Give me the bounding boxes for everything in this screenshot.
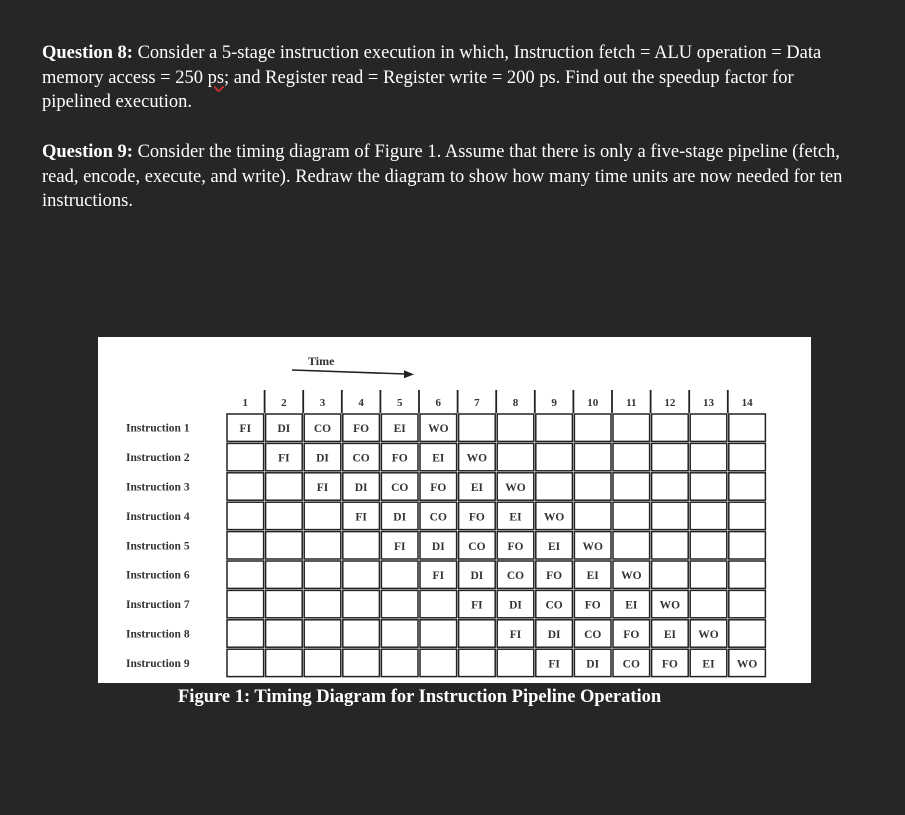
time-unit-13: 13	[703, 397, 714, 409]
instruction-label-9: Instruction 9	[126, 657, 190, 670]
stage-ei-instr-2: EI	[432, 452, 445, 465]
grid-cell	[304, 561, 341, 588]
stage-co-instr-6: CO	[506, 570, 525, 583]
stage-fi-instr-6: FI	[432, 570, 445, 583]
stage-wo-instr-3: WO	[505, 482, 526, 494]
grid-cell	[343, 532, 380, 559]
stage-wo-instr-8: WO	[698, 629, 719, 641]
stage-wo-instr-7: WO	[659, 599, 681, 612]
question-8-text-a: Consider a 5-stage instruction execution in which, Instruction fetch = ALU operation = Data memory access = 250	[42, 43, 822, 88]
stage-fi-instr-9: FI	[548, 658, 560, 671]
stage-ei-instr-3: EI	[470, 482, 483, 494]
grid-cell	[729, 590, 766, 617]
time-unit-5: 5	[396, 397, 403, 409]
stage-fo-instr-1: FO	[353, 423, 370, 436]
question-8	[42, 41, 867, 115]
grid-cell	[729, 443, 766, 470]
grid-cell	[304, 590, 341, 617]
grid-cell	[652, 414, 689, 441]
grid-cell	[304, 502, 341, 529]
grid-cell	[574, 473, 611, 500]
grid-cell	[652, 561, 689, 588]
time-unit-9: 9	[551, 397, 557, 409]
instruction-label-6: Instruction 6	[126, 569, 190, 582]
grid-cell	[381, 561, 418, 588]
grid-cell	[497, 443, 534, 470]
instruction-label-4: Instruction 4	[126, 510, 190, 523]
grid-cell	[729, 620, 766, 647]
grid-cell	[420, 649, 457, 676]
grid-cell	[497, 649, 534, 676]
grid-cell	[304, 620, 341, 647]
stage-di-instr-2: DI	[316, 452, 329, 465]
grid-cell	[459, 620, 496, 647]
grid-cell	[690, 532, 727, 559]
time-unit-12: 12	[664, 397, 676, 409]
stage-fo-instr-5: FO	[507, 540, 524, 553]
stage-co-instr-5: CO	[468, 540, 486, 553]
grid-cell	[227, 620, 264, 647]
grid-cell	[690, 590, 727, 617]
time-unit-10: 10	[587, 397, 599, 409]
stage-co-instr-3: CO	[391, 482, 409, 494]
figure-caption: Figure 1: Timing Diagram for Instruction Pipeline Operation	[178, 687, 662, 707]
grid-cell	[227, 502, 264, 529]
time-unit-8: 8	[512, 397, 519, 409]
stage-co-instr-9: CO	[622, 658, 640, 671]
stage-ei-instr-4: EI	[509, 511, 522, 524]
grid-cell	[266, 502, 303, 529]
stage-fi-instr-3: FI	[316, 482, 329, 494]
time-arrow-head	[404, 370, 414, 378]
stage-di-instr-1: DI	[277, 423, 291, 436]
grid-cell	[536, 473, 573, 500]
stage-ei-instr-7: EI	[625, 599, 638, 612]
grid-cell	[536, 414, 573, 441]
stage-di-instr-3: DI	[354, 482, 368, 494]
grid-cell	[613, 443, 650, 470]
grid-cell	[381, 590, 418, 617]
time-arrow-line	[292, 370, 406, 374]
grid-cell	[381, 649, 418, 676]
instruction-label-1: Instruction 1	[126, 422, 190, 435]
stage-wo-instr-1: WO	[428, 423, 449, 436]
stage-fi-instr-7: FI	[471, 599, 483, 612]
time-unit-2: 2	[281, 397, 287, 409]
stage-di-instr-8: DI	[547, 629, 561, 641]
stage-fi-instr-1: FI	[239, 423, 252, 436]
grid-cell	[652, 473, 689, 500]
grid-cell	[690, 502, 727, 529]
grid-cell	[652, 443, 689, 470]
grid-cell	[729, 561, 766, 588]
stage-fo-instr-2: FO	[391, 452, 408, 465]
time-unit-14: 14	[741, 397, 753, 409]
grid-cell	[343, 620, 380, 647]
grid-cell	[227, 590, 264, 617]
grid-cell	[459, 649, 496, 676]
stage-fo-instr-3: FO	[430, 482, 447, 494]
stage-fo-instr-6: FO	[546, 570, 563, 583]
stage-fi-instr-4: FI	[355, 511, 367, 524]
grid-cell	[574, 443, 611, 470]
stage-ei-instr-9: EI	[702, 658, 715, 671]
grid-cell	[729, 473, 766, 500]
grid-cell	[266, 620, 303, 647]
grid-cell	[652, 532, 689, 559]
question-9	[42, 140, 867, 214]
grid-cell	[536, 443, 573, 470]
time-unit-7: 7	[474, 397, 480, 409]
grid-cell	[729, 414, 766, 441]
grid-cell	[343, 649, 380, 676]
stage-ei-instr-8: EI	[663, 629, 676, 641]
stage-wo-instr-5: WO	[582, 540, 603, 553]
grid-cell	[574, 414, 611, 441]
time-unit-11: 11	[626, 397, 637, 409]
grid-cell	[497, 414, 534, 441]
grid-cell	[690, 414, 727, 441]
grid-cell	[613, 473, 650, 500]
time-unit-3: 3	[319, 397, 326, 409]
grid-cell	[459, 414, 496, 441]
grid-cell	[343, 590, 380, 617]
grid-cell	[266, 649, 303, 676]
stage-di-instr-4: DI	[393, 511, 407, 524]
grid-cell	[690, 443, 727, 470]
grid-cell	[574, 502, 611, 529]
stage-co-instr-8: CO	[584, 629, 602, 641]
time-unit-6: 6	[435, 397, 442, 409]
grid-cell	[613, 532, 650, 559]
grid-cell	[420, 620, 457, 647]
question-9-label: Question 9:	[42, 142, 133, 162]
time-unit-4: 4	[358, 397, 364, 409]
stage-fo-instr-9: FO	[661, 658, 678, 671]
stage-wo-instr-4: WO	[543, 511, 565, 524]
instruction-label-5: Instruction 5	[126, 540, 190, 553]
stage-ei-instr-6: EI	[586, 570, 599, 583]
question-9-text: Consider the timing diagram of Figure 1. Assume that there is only a five-stage pipeline (fetch, read, encode, execute, and write). Redraw the diagram to show how many time units are now needed for ten instructions.	[42, 142, 843, 211]
grid-cell	[227, 649, 264, 676]
stage-di-instr-5: DI	[431, 540, 445, 553]
stage-di-instr-7: DI	[509, 599, 522, 612]
grid-cell	[690, 561, 727, 588]
stage-fo-instr-4: FO	[468, 511, 485, 524]
question-8-text-b: ; and Register read = Register write = 200 ps. Find out the speedup factor for pipelined execution.	[42, 67, 794, 112]
stage-fo-instr-7: FO	[584, 599, 601, 612]
grid-cell	[729, 532, 766, 559]
grid-cell	[690, 473, 727, 500]
stage-fo-instr-8: FO	[623, 629, 640, 641]
stage-fi-instr-5: FI	[393, 540, 406, 553]
question-8-label: Question 8:	[42, 43, 133, 63]
instruction-label-8: Instruction 8	[126, 628, 190, 641]
grid-cell	[343, 561, 380, 588]
grid-cell	[381, 620, 418, 647]
grid-cell	[613, 502, 650, 529]
stage-fi-instr-8: FI	[509, 629, 522, 641]
time-unit-1: 1	[242, 397, 249, 409]
stage-di-instr-9: DI	[586, 658, 600, 671]
instruction-label-3: Instruction 3	[126, 481, 190, 494]
instruction-label-7: Instruction 7	[126, 599, 190, 612]
instruction-label-2: Instruction 2	[126, 452, 190, 465]
grid-cell	[227, 473, 264, 500]
stage-wo-instr-2: WO	[466, 452, 488, 465]
grid-cell	[304, 649, 341, 676]
grid-cell	[266, 561, 303, 588]
grid-cell	[613, 414, 650, 441]
grid-cell	[227, 561, 264, 588]
grid-cell	[420, 590, 457, 617]
grid-cell	[227, 443, 264, 470]
stage-co-instr-4: CO	[429, 511, 447, 524]
grid-cell	[266, 473, 303, 500]
stage-fi-instr-2: FI	[278, 452, 290, 465]
stage-co-instr-1: CO	[313, 423, 332, 436]
grid-cell	[266, 590, 303, 617]
grid-cell	[729, 502, 766, 529]
stage-ei-instr-5: EI	[548, 540, 561, 553]
timing-diagram-figure	[98, 337, 811, 683]
timing-diagram	[98, 337, 811, 683]
stage-co-instr-2: CO	[352, 452, 370, 465]
grid-cell	[227, 532, 264, 559]
stage-wo-instr-9: WO	[736, 658, 758, 671]
grid-cell	[266, 532, 303, 559]
grid-cell	[652, 502, 689, 529]
stage-co-instr-7: CO	[545, 599, 563, 612]
time-axis-label: Time	[308, 354, 335, 368]
stage-wo-instr-6: WO	[621, 570, 642, 583]
stage-di-instr-6: DI	[470, 570, 484, 583]
stage-ei-instr-1: EI	[393, 423, 406, 436]
grid-cell	[304, 532, 341, 559]
spellcheck-word-ps[interactable]: ps	[207, 67, 225, 88]
